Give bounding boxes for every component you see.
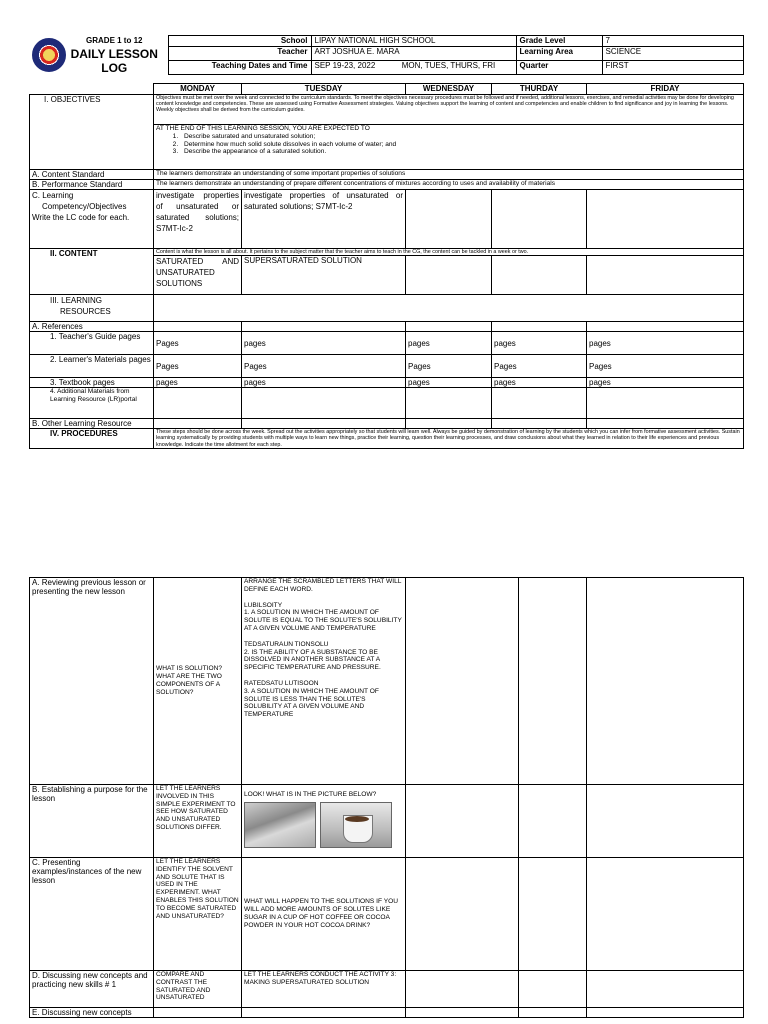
lm-friday: Pages	[587, 355, 744, 378]
objectives-intro: Objectives must be met over the week and connected to the curriculum standards. To meet the objectives necessary procedures must be followed and if needed, additional lessons, exercises, and remedial activities may be done for developing content knowledge and competencies. These are assessed using Formative Assessment strategies. Valuing objectives support the learning of content and competencies and enable children to find significance and joy in learning the lessons. Weekly objectives shall be derived from the curriculum guides.	[154, 95, 744, 125]
scrambled-word: LUBILSOITY	[244, 601, 283, 609]
proc-row-c	[30, 858, 744, 971]
teacher-label: Teacher	[168, 47, 311, 61]
tb-tuesday: pages	[242, 378, 406, 388]
word-definition: 1. A SOLUTION IN WHICH THE AMOUNT OF SOLUTE IS EQUAL TO THE SOLUTE'S SOLUBILITY AT A GIVEN VOLUME AND TEMPERATURE	[244, 609, 402, 632]
procedures-row	[30, 429, 744, 449]
tg-text: Teacher's Guide pages	[58, 332, 141, 342]
tb-wednesday: pages	[406, 378, 492, 388]
lm-thursday: Pages	[492, 355, 587, 378]
stirring-photo	[244, 802, 316, 848]
proc-d-monday: COMPARE AND CONTRAST THE SATURATED AND UNSATURATED	[154, 971, 242, 1008]
dates-value	[311, 61, 516, 75]
proc-b-label: B. Establishing a purpose for the lesson	[30, 785, 154, 858]
dates-days: MON, TUES, THURS, FRI	[401, 61, 496, 70]
competency-friday	[587, 190, 744, 249]
tb-friday: pages	[587, 378, 744, 388]
tg-thursday: pages	[492, 332, 587, 355]
page-1	[0, 0, 768, 505]
proc-d-label: D. Discussing new concepts and practicing new skills # 1	[30, 971, 154, 1008]
performance-standard-row	[30, 180, 744, 190]
procedures-table	[29, 577, 744, 1018]
coffee-cup-photo	[320, 802, 392, 848]
objective-item: 1. Describe saturated and unsaturated solution;	[180, 133, 741, 141]
tb-monday: pages	[154, 378, 242, 388]
lm-tuesday: Pages	[242, 355, 406, 378]
proc-b-prompt: LOOK! WHAT IS IN THE PICTURE BELOW?	[244, 791, 377, 798]
competency-tuesday: investigate properties of unsaturated or saturated solutions; S7MT-Ic-2	[242, 190, 406, 249]
grade-range: GRADE 1 to 12	[86, 35, 143, 45]
other-resource-row	[30, 419, 744, 429]
additional-label	[30, 388, 154, 419]
tg-num: 1.	[50, 332, 57, 342]
proc-c-label: C. Presenting examples/instances of the new lesson	[30, 858, 154, 971]
lm-wednesday: Pages	[406, 355, 492, 378]
objectives-label: I. OBJECTIVES	[30, 95, 154, 170]
learning-area-label: Learning Area	[516, 47, 602, 61]
lm-row	[30, 355, 744, 378]
proc-e-label: E. Discussing new concepts	[30, 1008, 154, 1018]
proc-row-b	[30, 785, 744, 858]
proc-row-d	[30, 971, 744, 1008]
resources-label-b: RESOURCES	[60, 307, 111, 317]
tg-wednesday: pages	[406, 332, 492, 355]
objectives-row	[30, 95, 744, 125]
day-friday: FRIDAY	[587, 84, 744, 95]
content-tuesday: SUPERSATURATED SOLUTION	[242, 256, 406, 295]
lm-text: Learner's Materials pages	[58, 355, 151, 365]
tb-thursday: pages	[492, 378, 587, 388]
content-monday: SATURATED AND UNSATURATED SOLUTIONS	[154, 256, 242, 295]
school-label: School	[168, 36, 311, 47]
content-row	[30, 249, 744, 256]
school-value: LIPAY NATIONAL HIGH SCHOOL	[311, 36, 516, 47]
day-monday: MONDAY	[154, 84, 242, 95]
word-definition: 3. A SOLUTION IN WHICH THE AMOUNT OF SOLUTE IS LESS THAN THE SOLUTE'S SOLUBILITY AT A GIVEN VOLUME AND TEMPERATURE	[244, 687, 379, 719]
dates-label: Teaching Dates and Time	[168, 61, 311, 75]
page-2	[0, 505, 768, 1024]
content-standard-row	[30, 170, 744, 180]
references-row	[30, 322, 744, 332]
quarter-label: Quarter	[516, 61, 602, 75]
deped-logo	[29, 36, 61, 75]
proc-c-monday: LET THE LEARNERS IDENTIFY THE SOLVENT AND SOLUTE THAT IS USED IN THE EXPERIMENT. WHAT ENABLES THIS SOLUTION TO BECOME SATURATED AND UNSATURATED?	[154, 858, 242, 971]
additional-text: Additional Materials from Learning Resource (LR)portal	[50, 388, 137, 403]
competency-row	[30, 190, 744, 249]
days-row	[30, 84, 744, 95]
dates-range: SEP 19-23, 2022	[314, 61, 376, 70]
tb-label	[30, 378, 154, 388]
resources-label	[30, 295, 154, 322]
procedures-label: IV. PROCEDURES	[30, 429, 154, 449]
content-thursday	[492, 256, 587, 295]
session-heading: AT THE END OF THIS LEARNING SESSION, YOU ARE EXPECTED TO	[156, 125, 370, 132]
resources-row	[30, 295, 744, 322]
learning-area-value: SCIENCE	[602, 47, 743, 61]
tb-row	[30, 378, 744, 388]
grade-level-label: Grade Level	[516, 36, 602, 47]
competency-label-b: Competency/Objectives	[42, 202, 127, 211]
procedures-intro: These steps should be done across the week. Spread out the activities appropriately so that students will learn well. Always be guided by demonstration of learning by the students which you can infer from formative assessment activities. Sustain learning systematically by providing students with multiple ways to learn new things, practice their learning, question their learning processes, and draw conclusions about what they learned in relation to their life experiences and previous knowledge. Indicate the time allotment for each step.	[154, 429, 744, 449]
tg-tuesday: pages	[242, 332, 406, 355]
grade-level-value: 7	[602, 36, 743, 47]
proc-b-monday: LET THE LEARNERS INVOLVED IN THIS SIMPLE EXPERIMENT TO SEE HOW SATURATED AND UNSATURATED SOLUTIONS DIFFER.	[154, 785, 242, 858]
tg-label	[30, 332, 154, 355]
proc-c-tuesday: WHAT WILL HAPPEN TO THE SOLUTIONS IF YOU WILL ADD MORE AMOUNTS OF SOLUTES LIKE SUGAR IN A CUP OF HOT COFFEE OR COCOA POWDER IN YOUR HOT COCOA DRINK?	[242, 858, 406, 971]
content-wednesday	[406, 256, 492, 295]
competency-label-a: C. Learning	[32, 191, 74, 200]
competency-monday: investigate properties of unsaturated or saturated solutions; S7MT-Ic-2	[154, 190, 242, 249]
performance-standard-label: B. Performance Standard	[30, 180, 154, 190]
proc-b-tuesday	[242, 785, 406, 858]
day-tuesday: TUESDAY	[242, 84, 406, 95]
content-standard-label: A. Content Standard	[30, 170, 154, 180]
document-title	[61, 47, 168, 75]
proc-a-label: A. Reviewing previous lesson or presenting the new lesson	[30, 578, 154, 785]
proc-d-tuesday: LET THE LEARNERS CONDUCT THE ACTIVITY 3: MAKING SUPERSATURATED SOLUTION	[242, 971, 406, 1008]
competency-label-c: Write the LC code for each.	[32, 213, 130, 222]
lm-num: 2.	[50, 355, 57, 365]
references-label: A. References	[30, 322, 154, 332]
resources-label-a: III. LEARNING	[50, 296, 103, 306]
content-standard-value: The learners demonstrate an understanding of some important properties of solutions	[154, 170, 744, 180]
proc-row-e	[30, 1008, 744, 1018]
competency-thursday	[492, 190, 587, 249]
lm-label	[30, 355, 154, 378]
proc-a-intro: ARRANGE THE SCRAMBLED LETTERS THAT WILL DEFINE EACH WORD.	[244, 578, 402, 593]
tg-monday: Pages	[154, 332, 242, 355]
header-table	[29, 35, 744, 75]
lm-monday: Pages	[154, 355, 242, 378]
objectives-session	[154, 125, 744, 170]
other-resource-label: B. Other Learning Resource	[30, 419, 154, 429]
quarter-value: FIRST	[602, 61, 743, 75]
teacher-value: ART JOSHUA E. MARA	[311, 47, 516, 61]
proc-a-monday: WHAT IS SOLUTION? WHAT ARE THE TWO COMPONENTS OF A SOLUTION?	[154, 578, 242, 785]
competency-wednesday	[406, 190, 492, 249]
content-intro: Content is what the lesson is all about. It pertains to the subject matter that the teacher aims to teach in the CG, the content can be tackled in a week or two.	[154, 249, 744, 256]
title-line-2: LOG	[101, 60, 128, 75]
dll-table	[29, 83, 744, 449]
title-line-1: DAILY LESSON	[70, 46, 158, 61]
scrambled-word: TEDSATURAUN TIONSOLU	[244, 640, 329, 648]
day-thursday: THURDAY	[492, 84, 587, 95]
tb-text: Textbook pages	[58, 378, 115, 388]
competency-label	[30, 190, 154, 249]
performance-standard-value: The learners demonstrate an understanding of prepare different concentrations of mixtures according to uses and availability of materials	[154, 180, 744, 190]
tg-row	[30, 332, 744, 355]
day-wednesday: WEDNESDAY	[406, 84, 492, 95]
resources-blank	[154, 295, 744, 322]
content-friday	[587, 256, 744, 295]
word-definition: 2. IS THE ABILITY OF A SUBSTANCE TO BE DISSOLVED IN ANOTHER SUBSTANCE AT A SPECIFIC TEMPERATURE AND PRESSURE.	[244, 648, 381, 672]
additional-num: 4.	[50, 388, 56, 396]
scrambled-word: RATEDSATU LUTISOON	[244, 679, 319, 687]
proc-a-tuesday	[242, 578, 406, 785]
tg-friday: pages	[587, 332, 744, 355]
tb-num: 3.	[50, 378, 57, 388]
content-label: II. CONTENT	[30, 249, 154, 295]
additional-row	[30, 388, 744, 419]
proc-row-a	[30, 578, 744, 785]
coffee-icon	[345, 816, 369, 822]
objective-item: 2. Determine how much solid solute dissolves in each volume of water; and	[180, 141, 741, 149]
objective-item: 3. Describe the appearance of a saturated solution.	[180, 148, 741, 156]
